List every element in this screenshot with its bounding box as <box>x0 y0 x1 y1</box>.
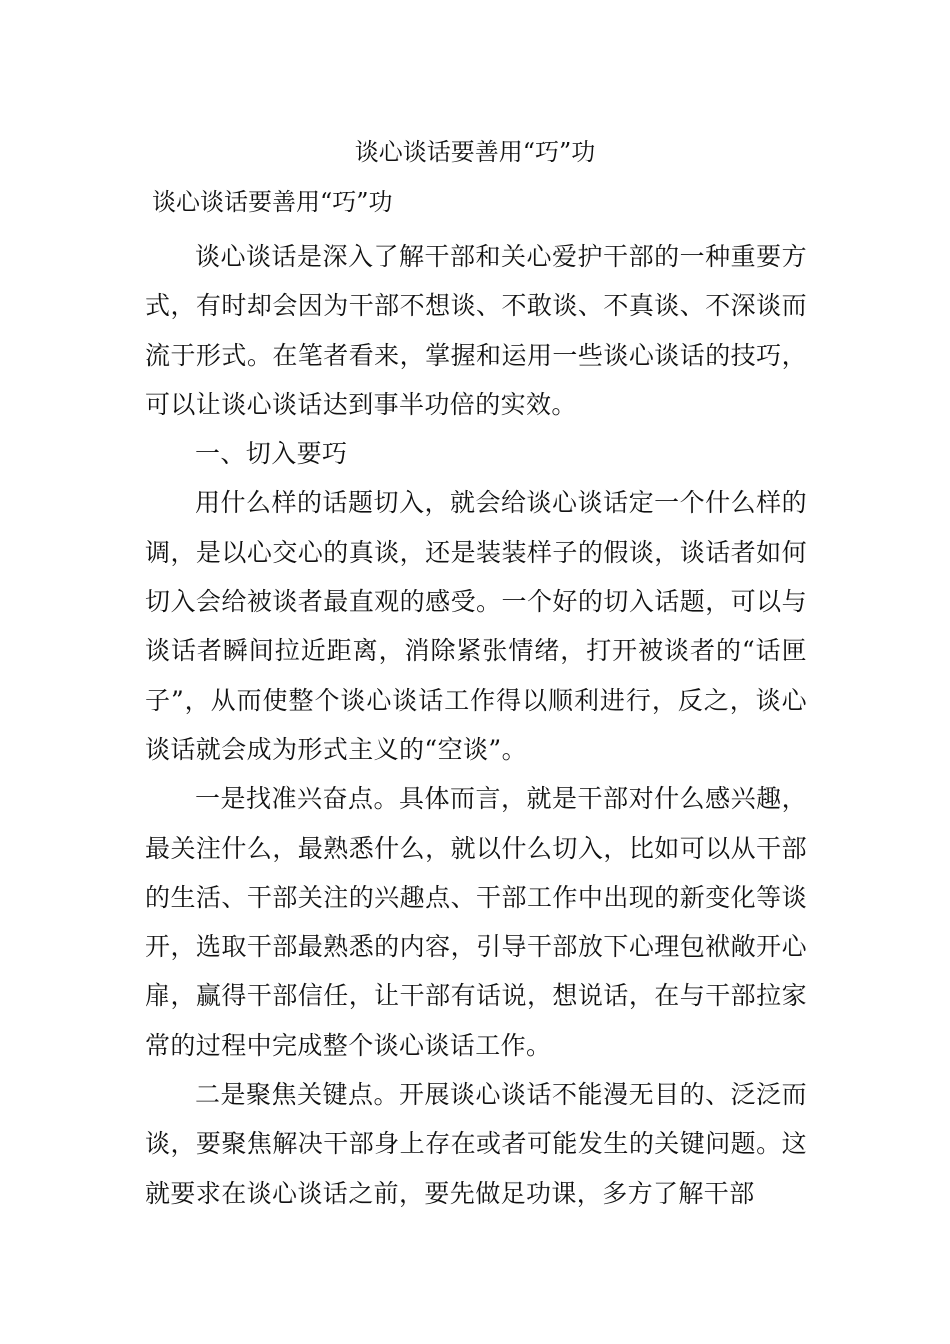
paragraph-excitement-point: 一是找准兴奋点。具体而言，就是干部对什么感兴趣，最关注什么，最熟悉什么，就以什么切入，比如可以从干部的生活、干部关注的兴趣点、干部工作中出现的新变化等谈开，选取干部最熟悉的内容，引导干部放下心理包袱敞开心扉，赢得干部信任，让干部有话说，想说话，在与干部拉家常的过程中完成整个谈心谈话工作。 <box>145 784 807 1060</box>
section-heading-entry: 一、切入要巧 <box>195 439 348 469</box>
document-body <box>145 232 807 1218</box>
document-subtitle: 谈心谈话要善用“巧”功 <box>152 188 393 216</box>
paragraph-intro: 谈心谈话是深入了解干部和关心爱护干部的一种重要方式，有时却会因为干部不想谈、不敢谈、不真谈、不深谈而流于形式。在笔者看来，掌握和运用一些谈心谈话的技巧，可以让谈心谈话达到事半功倍的实效。 <box>145 242 807 419</box>
paragraph-entry-topic: 用什么样的话题切入，就会给谈心谈话定一个什么样的调，是以心交心的真谈，还是装装样子的假谈，谈话者如何切入会给被谈者最直观的感受。一个好的切入话题，可以与谈话者瞬间拉近距离，消除紧张情绪，打开被谈者的“话匣子”，从而使整个谈心谈话工作得以顺利进行，反之，谈心谈话就会成为形式主义的“空谈”。 <box>145 488 807 764</box>
paragraph-key-point: 二是聚焦关键点。开展谈心谈话不能漫无目的、泛泛而谈，要聚焦解决干部身上存在或者可能发生的关键问题。这就要求在谈心谈话之前，要先做足功课，多方了解干部 <box>145 1080 807 1208</box>
document-title: 谈心谈话要善用“巧”功 <box>354 138 596 166</box>
